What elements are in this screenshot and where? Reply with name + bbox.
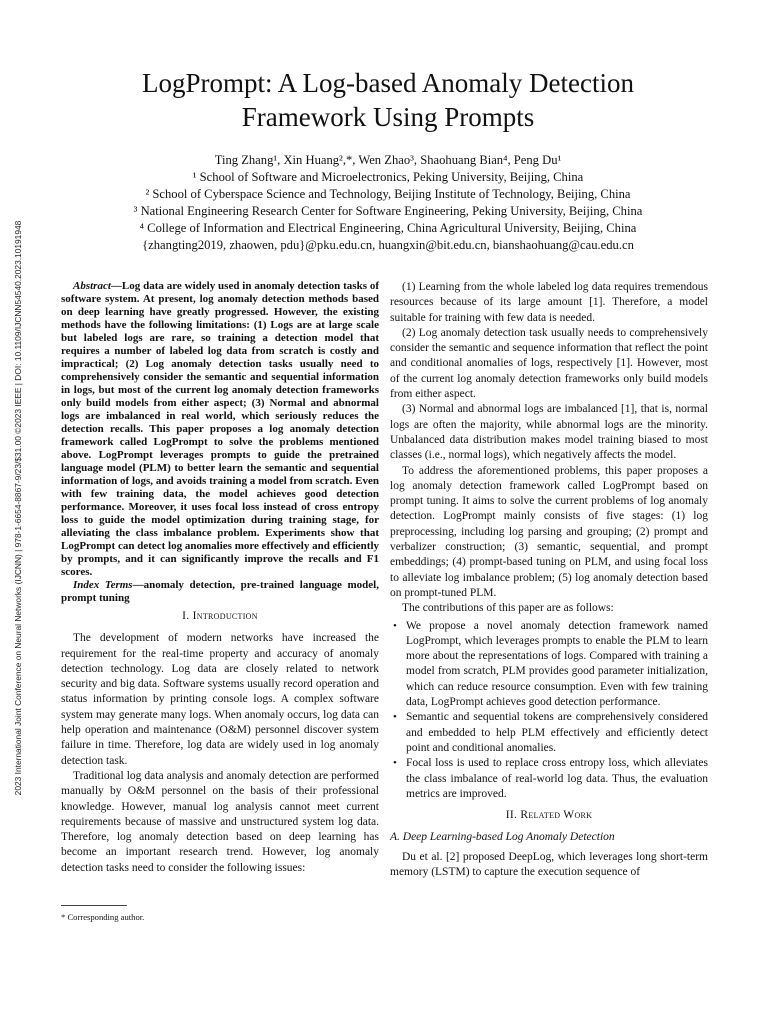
- index-terms-text: —anomaly detection, pre-trained language model, prompt tuning: [61, 579, 379, 604]
- author-block: [60, 152, 716, 254]
- affiliation-1: ¹ School of Software and Microelectronics, Peking University, Beijing, China: [192, 170, 584, 184]
- subsection-heading-deep-learning: A. Deep Learning-based Log Anomaly Detection: [390, 831, 615, 844]
- contributions-list: [390, 619, 708, 803]
- side-note: 2023 International Joint Conference on Neural Networks (IJCNN) | 978-1-6654-8867-9/23/$31.00 ©2023 IEEE | DOI: 10.1109/IJCNN54540.2023.10191948: [13, 220, 23, 796]
- affiliation-4: ⁴ College of Information and Electrical Engineering, China Agricultural University, Beijing, China: [139, 221, 637, 235]
- left-column: [61, 280, 379, 876]
- section-heading-introduction: I. Introduction: [182, 610, 258, 622]
- affiliation-2: ² School of Cyberspace Science and Technology, Beijing Institute of Technology, Beijing, China: [145, 187, 631, 201]
- right-column: [390, 280, 708, 880]
- issue-paragraph-1: (1) Learning from the whole labeled log data requires tremendous resources because of its large amount [1]. Therefore, a model suitable for training with few data is needed.: [390, 281, 708, 324]
- contribution-item: • Focal loss is used to replace cross entropy loss, which alleviates the class imbalance of real-world log data. Thus, the evaluation metrics are improved.: [390, 756, 708, 802]
- paper-title: [60, 66, 716, 134]
- index-terms-label: Index Terms: [73, 579, 133, 591]
- abstract: [61, 280, 379, 579]
- contribution-item: • We propose a novel anomaly detection framework named LogPrompt, which leverages prompts to enable the PLM to learn more about the representations of logs. Compared with training a model from scratch, PLM provides good parameter initialization, which can reduce resource consumption. Even with few training data, LogPrompt achieves good detection performance.: [390, 619, 708, 711]
- authors-line: Ting Zhang¹, Xin Huang²,*, Wen Zhao³, Shaohuang Bian⁴, Peng Du¹: [214, 153, 562, 167]
- title-line-2: Framework Using Prompts: [241, 102, 535, 132]
- issue-paragraph-2: (2) Log anomaly detection task usually needs to comprehensively consider the semantic and sequence information that reflect the point and conditional anomalies of logs, respectively [1]. However, most of the current log anomaly detection frameworks only build models from either aspect.: [390, 326, 708, 401]
- intro-paragraph-1: The development of modern networks have increased the requirement for the real-time property and accuracy of anomaly detection technology. Log data are closely related to network security and big data. Software systems usually record operation and status information by printing console logs. A complex software system may generate many logs. When anomaly occurs, log data can help operation and maintenance (O&M) personnel discover system failure in time. Therefore, log data are widely used in log anomaly detection task.: [61, 632, 379, 767]
- issue-paragraph-3: (3) Normal and abnormal logs are imbalanced [1], that is, normal logs are often the majority, while abnormal logs are the minority. Unbalanced data distribution makes model training biased to most classes (i.e., normal logs), which negatively affects the model.: [390, 403, 708, 462]
- abstract-label: Abstract: [73, 280, 111, 292]
- related-work-paragraph: Du et al. [2] proposed DeepLog, which leverages long short-term memory (LSTM) to capture the execution sequence of: [390, 850, 708, 878]
- contributions-intro: The contributions of this paper are as follows:: [402, 602, 614, 615]
- index-terms: [61, 579, 379, 605]
- approach-paragraph: To address the aforementioned problems, this paper proposes a log anomaly detection framework called LogPrompt based on prompt tuning. It aims to solve the current problems of log anomaly detection. LogPrompt mainly consists of five stages: (1) log preprocessing, including log parsing and grouping; (2) prompt and verbalizer construction; (3) semantic, sequential, and prompt embeddings; (4) prompt-based tuning on PLM, and using focal loss to alleviate log imbalance problem; (5) log anomaly detection based on prompt-tuned PLM.: [390, 464, 708, 599]
- affiliation-3: ³ National Engineering Research Center for Software Engineering, Peking University, Beijing, China: [133, 204, 643, 218]
- side-metadata-strip: [11, 48, 25, 968]
- author-emails: {zhangting2019, zhaowen, pdu}@pku.edu.cn, huangxin@bit.edu.cn, bianshaohuang@cau.edu.cn: [142, 238, 634, 252]
- title-line-1: LogPrompt: A Log-based Anomaly Detection: [142, 68, 634, 98]
- contribution-item: • Semantic and sequential tokens are comprehensively considered and embedded to help PLM effectively and efficiently detect point and conditional anomalies.: [390, 710, 708, 756]
- section-heading-related-work: II. Related Work: [505, 809, 593, 822]
- footnote-rule: [61, 905, 127, 906]
- intro-paragraph-2: Traditional log data analysis and anomaly detection are performed manually by O&M personnel on the basis of their professional knowledge. However, manual log analysis cannot meet current requirements because of massive and unstructured system log data. Therefore, log anomaly detection based on deep learning has become an important research trend. However, log anomaly detection tasks need to consider the following issues:: [61, 769, 379, 874]
- footnote: * Corresponding author.: [61, 912, 145, 922]
- abstract-text: —Log data are widely used in anomaly detection tasks of software system. At present, log anomaly detection methods based on deep learning have greatly progressed. However, the existing methods have the following limitations: (1) Logs are at large scale but labeled logs are rare, so training a detection model that requires a number of labeled log data from scratch is costly and impractical; (2) Log anomaly detection tasks usually need to comprehensively consider the semantic and sequential information in logs, but most of the current log anomaly detection frameworks only build models from either aspect; (3) Normal and abnormal logs are imbalanced in real world, which seriously reduces the detection recalls. This paper proposes a log anomaly detection framework called LogPrompt to solve the problems mentioned above. LogPrompt leverages prompts to guide the pretrained language model (PLM) to better learn the semantic and sequential information of logs, and avoids training a model from scratch. Even with few training data, the model achieves good detection performance. Moreover, it uses focal loss instead of cross entropy loss to guide the model optimization during training stage, for alleviating the class imbalance problem. Experiments show that LogPrompt can detect log anomalies more effectively and efficiently by prompts, and it can significantly improve the recalls and F1 scores.: [61, 280, 379, 578]
